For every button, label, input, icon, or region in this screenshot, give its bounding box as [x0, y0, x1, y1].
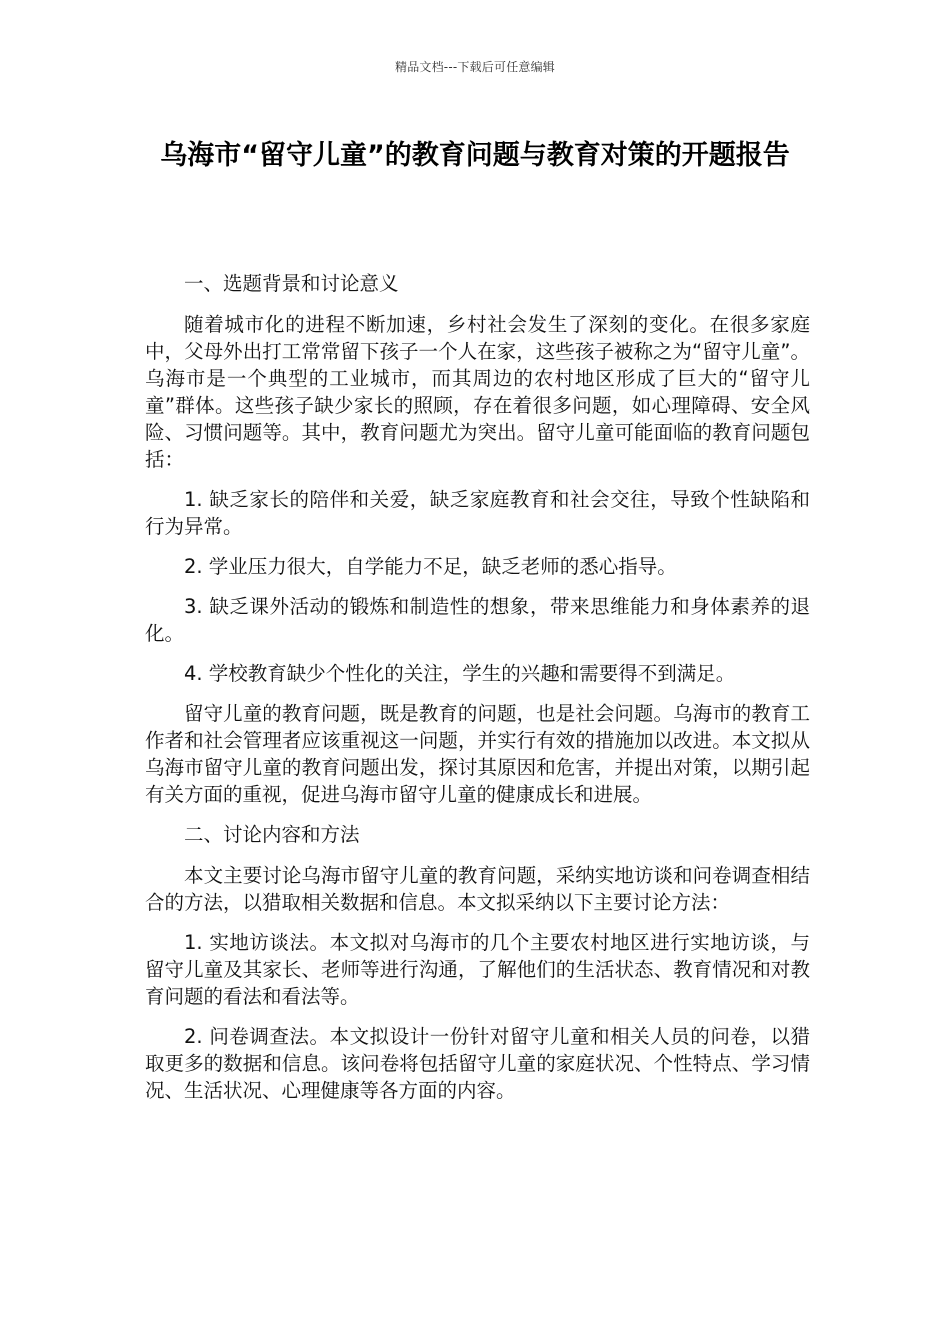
- list-item: 1. 缺乏家长的陪伴和关爱，缺乏家庭教育和社会交往，导致个性缺陷和行为异常。: [145, 488, 810, 538]
- paragraph: 随着城市化的进程不断加速，乡村社会发生了深刻的变化。在很多家庭中，父母外出打工常常留下孩子一个人在家，这些孩子被称之为“留守儿童”。乌海市是一个典型的工业城市，而其周边的农村地区形成了巨大的“留守儿童”群体。这些孩子缺少家长的照顾，存在着很多问题，如心理障碍、安全风险、习惯问题等。其中，教育问题尤为突出。留守儿童可能面临的教育问题包括：: [145, 313, 810, 471]
- document-body: [145, 270, 810, 1117]
- list-item: 1. 实地访谈法。本文拟对乌海市的几个主要农村地区进行实地访谈，与留守儿童及其家长、老师等进行沟通，了解他们的生活状态、教育情况和对教育问题的看法和看法等。: [145, 931, 810, 1008]
- header-note: 精品文档---下载后可任意编辑: [395, 60, 555, 74]
- list-item: 4. 学校教育缺少个性化的关注，学生的兴趣和需要得不到满足。: [184, 662, 736, 685]
- list-item: 2. 学业压力很大，自学能力不足，缺乏老师的悉心指导。: [184, 555, 677, 578]
- paragraph: 本文主要讨论乌海市留守儿童的教育问题，采纳实地访谈和问卷调查相结合的方法，以猎取相关数据和信息。本文拟采纳以下主要讨论方法：: [145, 864, 810, 914]
- section-heading: 二、讨论内容和方法: [184, 823, 360, 846]
- document-title: 乌海市“留守儿童”的教育问题与教育对策的开题报告: [160, 140, 790, 171]
- paragraph: 留守儿童的教育问题，既是教育的问题，也是社会问题。乌海市的教育工作者和社会管理者应该重视这一问题，并实行有效的措施加以改进。本文拟从乌海市留守儿童的教育问题出发，探讨其原因和危害，并提出对策，以期引起有关方面的重视，促进乌海市留守儿童的健康成长和进展。: [145, 702, 810, 806]
- list-item: 3. 缺乏课外活动的锻炼和制造性的想象，带来思维能力和身体素养的退化。: [145, 595, 810, 645]
- list-item: 2. 问卷调查法。本文拟设计一份针对留守儿童和相关人员的问卷，以猎取更多的数据和信息。该问卷将包括留守儿童的家庭状况、个性特点、学习情况、生活状况、心理健康等各方面的内容。: [145, 1025, 810, 1102]
- section-heading: 一、选题背景和讨论意义: [184, 272, 399, 295]
